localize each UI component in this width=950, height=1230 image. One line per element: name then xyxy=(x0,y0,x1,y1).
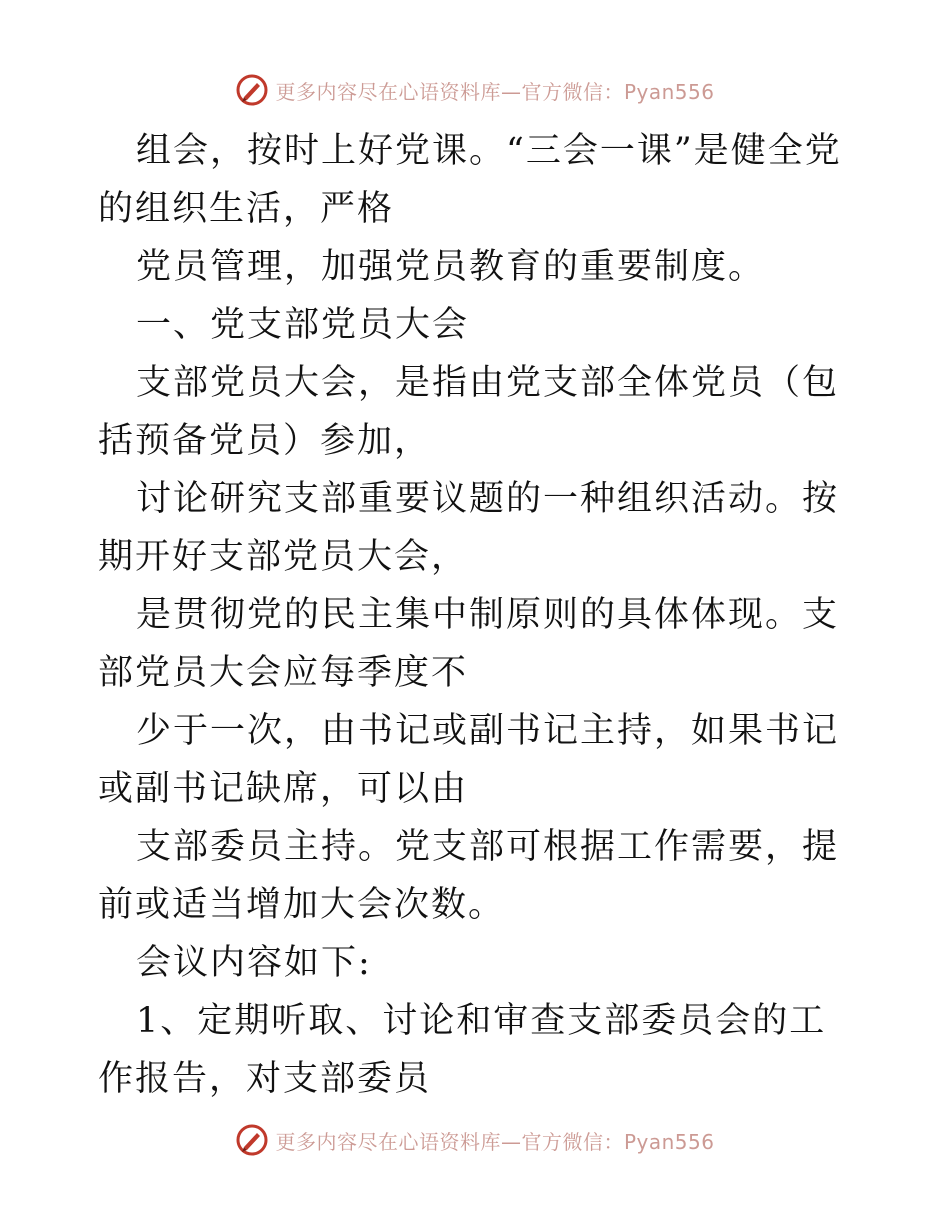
paragraph-7: 支部委员主持。党支部可根据工作需要，提前或适当增加大会次数。 xyxy=(98,827,840,925)
section-heading: 一、党支部党员大会 xyxy=(136,305,470,345)
list-item-1: 1、定期听取、讨论和审查支部委员会的工作报告，对支部委员 xyxy=(98,1001,827,1099)
paragraph-3: 支部党员大会，是指由党支部全体党员（包括预备党员）参加， xyxy=(98,363,840,461)
paragraph-2: 党员管理，加强党员教育的重要制度。 xyxy=(136,247,766,287)
pen-logo-icon xyxy=(235,1123,269,1157)
pen-logo-icon xyxy=(235,73,269,107)
header-banner-inner xyxy=(235,73,714,107)
paragraph-6: 少于一次，由书记或副书记主持，如果书记或副书记缺席，可以由 xyxy=(98,711,840,809)
document-body xyxy=(98,122,858,1108)
footer-banner-inner xyxy=(235,1123,714,1157)
header-banner-text: 更多内容尽在心语资料库—官方微信：Pyan556 xyxy=(275,79,715,104)
header-banner xyxy=(0,70,950,110)
footer-banner xyxy=(0,1120,950,1160)
paragraph-1: 组会，按时上好党课。“三会一课”是健全党的组织生活，严格 xyxy=(98,131,842,229)
footer-banner-text: 更多内容尽在心语资料库—官方微信：Pyan556 xyxy=(275,1129,715,1154)
paragraph-4: 讨论研究支部重要议题的一种组织活动。按期开好支部党员大会， xyxy=(98,479,840,577)
list-intro: 会议内容如下: xyxy=(136,943,372,983)
paragraph-5: 是贯彻党的民主集中制原则的具体体现。支部党员大会应每季度不 xyxy=(98,595,840,693)
